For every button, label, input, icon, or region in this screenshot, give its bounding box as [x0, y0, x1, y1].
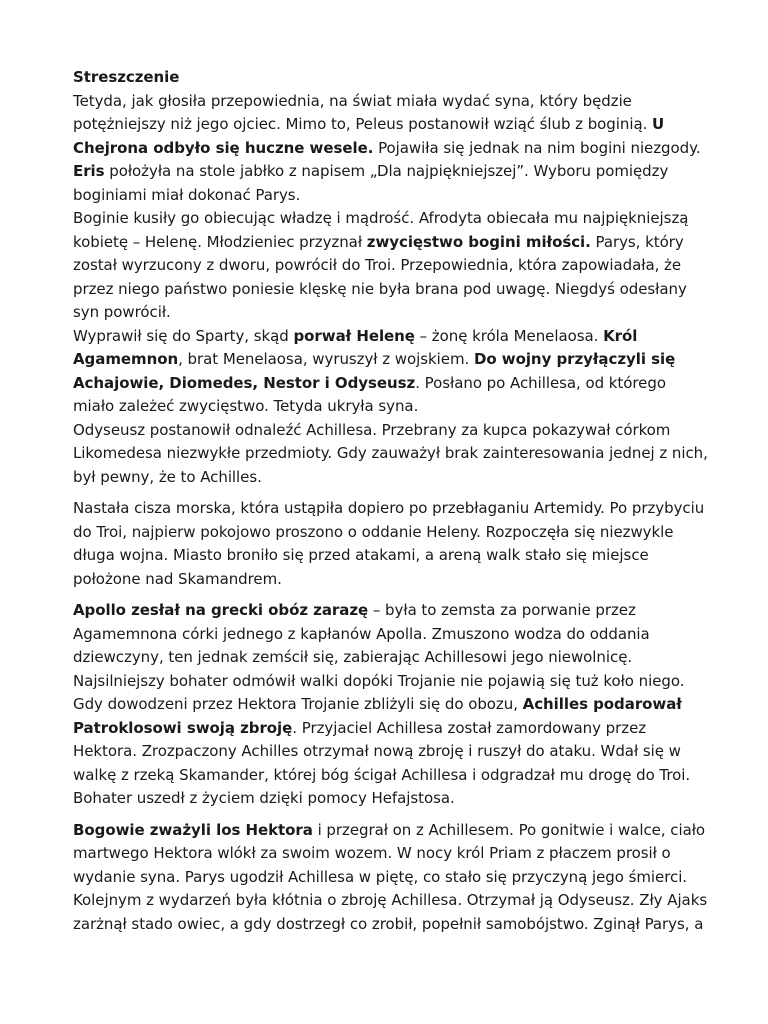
text-run: . Przyjaciel Achillesa został zamordowany przez Hektora. Zrozpaczony Achilles otrzymał nową zbroję i ruszył do ataku. Wdał się w walkę z rzeką Skamander, której bóg ścigał Achillesa i odgradzał mu drogę do Troi. Bohater uszedł z życiem dzięki pomocy Hefajstosa. — [73, 718, 691, 807]
bold-text: U Chejrona odbyło się huczne wesele. — [73, 115, 665, 157]
text-run: . Posłano po Achillesa, od którego miało zależeć zwycięstwo. Tetyda ukryła syna. — [73, 373, 666, 415]
paragraph — [73, 497, 708, 591]
bold-text: Do wojny przyłączyli się Achajowie, Diomedes, Nestor i Odyseusz — [73, 350, 676, 392]
paragraph — [73, 599, 708, 811]
text-run: Pojawiła się jednak na nim bogini niezgody. — [373, 138, 701, 157]
text-run: – żonę króla Menelaosa. — [414, 326, 604, 345]
paragraph — [73, 207, 708, 325]
document-body — [73, 90, 708, 937]
paragraph — [73, 90, 708, 208]
bold-text: Eris — [73, 162, 105, 180]
paragraph — [73, 819, 708, 937]
text-run: i przegrał on z Achillesem. Po gonitwie i walce, ciało martwego Hektora wlókł za swoim wozem. W nocy król Priam z płaczem prosił o wydanie syna. Parys ugodził Achillesa w piętę, co stało się przyczyną jego śmierci. Kolejnym z wydarzeń była kłótnia o zbroję Achillesa. Otrzymał ją Odyseusz. Zły Ajaks zarżnął stado owiec, a gdy dostrzegł co zrobił, popełnił samobójstwo. Zginął Parys, a — [73, 820, 708, 933]
bold-text: Król Agamemnon — [73, 326, 638, 368]
text-run: Boginie kusiły go obiecując władzę i mądrość. Afrodyta obiecała mu najpiękniejszą kobietę – Helenę. Młodzieniec przyznał — [73, 209, 689, 251]
bold-text: Apollo zesłał na grecki obóz zarazę — [73, 601, 369, 619]
text-run: , brat Menelaosa, wyruszył z wojskiem. — [178, 350, 474, 368]
bold-text: zwycięstwo bogini miłości. — [366, 232, 591, 251]
bold-text: Achilles podarował Patroklosowi swoją zbroję — [73, 695, 682, 737]
text-run: Nastała cisza morska, która ustąpiła dopiero po przebłaganiu Artemidy. Po przybyciu do Troi, najpierw pokojowo proszono o oddanie Heleny. Rozpoczęła się niezwykle długa wojna. Miasto broniło się przed atakami, a areną walk stało się miejsce położone nad Skamandrem. — [73, 499, 705, 588]
text-run: – była to zemsta za porwanie przez Agamemnona córki jednego z kapłanów Apolla. Zmuszono wodza do oddania dziewczyny, ten jednak zemścił się, zabierając Achillesowi jego niewolnicę. Najsilniejszy bohater odmówił walki dopóki Trojanie nie pojawią się tuż koło niego. Gdy dowodzeni przez Hektora Trojanie zbliżyli się do obozu, — [73, 601, 685, 713]
text-run: Wyprawił się do Sparty, skąd — [73, 326, 294, 345]
text-run: Tetyda, jak głosiła przepowiednia, na świat miała wydać syna, który będzie potężniejszy niż jego ojciec. Mimo to, Peleus postanowił wziąć ślub z boginią. — [73, 91, 653, 133]
paragraph — [73, 419, 708, 490]
bold-text: Bogowie zważyli los Hektora — [73, 820, 313, 839]
text-run: położyła na stole jabłko z napisem „Dla najpiękniejszej”. Wyboru pomiędzy boginiami miał dokonać Parys. — [73, 162, 669, 204]
bold-text: porwał Helenę — [293, 326, 415, 345]
text-run: Odyseusz postanowił odnaleźć Achillesa. Przebrany za kupca pokazywał córkom Likomedesa niezwykłe przedmioty. Gdy zauważył brak zainteresowania jednej z nich, był pewny, że to Achilles. — [73, 420, 708, 486]
paragraph — [73, 325, 708, 419]
document-title: Streszczenie — [73, 68, 180, 86]
text-run: Parys, który został wyrzucony z dworu, powrócił do Troi. Przepowiednia, która zapowiadała, że przez niego państwo poniesie klęskę nie była brana pod uwagę. Niegdyś odesłany syn powrócił. — [73, 232, 687, 321]
